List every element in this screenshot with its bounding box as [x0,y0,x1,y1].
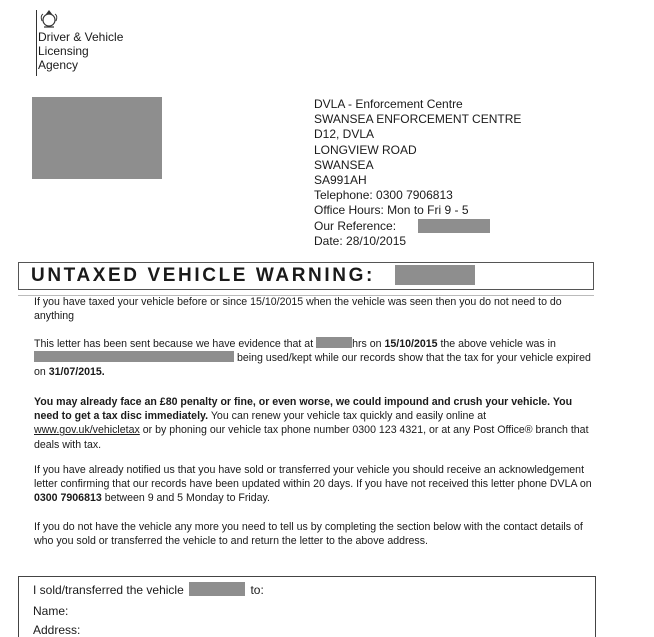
org-name [38,30,123,72]
redacted-location [34,351,234,362]
paragraph-penalty [34,395,594,452]
evidence-text: This letter has been sent because we have evidence that at [34,338,317,350]
paragraph-no-vehicle: If you do not have the vehicle any more you need to tell us by completing the section below with the contact details of who you sold or transferred the vehicle to and return the letter to the above address. [34,521,583,548]
royal-crest-icon [38,8,60,30]
sold-transferred-section [18,576,596,637]
org-line: Licensing [38,44,89,58]
letterhead-rule [36,10,37,76]
paragraph-no-action: If you have taxed your vehicle before or since 15/10/2015 when the vehicle was seen then you do not need to do anything [34,296,562,323]
letter-date: Date: 28/10/2015 [314,233,407,248]
dvla-phone: 0300 7906813 [34,492,102,505]
address-field[interactable]: Address: [33,623,81,637]
redacted-recipient-address [32,97,162,179]
redacted-registration [395,265,475,285]
address-line: SA991AH [314,173,367,188]
address-line: LONGVIEW ROAD [314,142,417,157]
vehicle-tax-link[interactable]: www.gov.uk/vehicletax [34,424,140,437]
notified-text: between 9 and 5 Monday to Friday. [101,492,270,505]
address-line: D12, DVLA [314,127,375,142]
penalty-warning: You may already face an £80 penalty or fine, or even worse, we could impound and crush your vehicle. You need to get a tax disc immediately. [34,396,573,423]
address-line: DVLA - Enforcement Centre [314,97,463,111]
seen-date: 15/10/2015 [384,338,438,350]
redacted-reference [418,219,490,233]
address-line: SWANSEA [314,157,374,172]
org-line: Agency [38,58,79,72]
warning-box [18,262,594,290]
reference-label: Our Reference: [314,218,397,233]
telephone: Telephone: 0300 7906813 [314,188,453,203]
warning-title: UNTAXED VEHICLE WARNING: [31,265,375,286]
address-line: SWANSEA ENFORCEMENT CENTRE [314,112,522,127]
renew-text: You can renew your vehicle tax quickly and easily online at [208,410,487,423]
office-hours: Office Hours: Mon to Fri 9 - 5 [314,203,469,218]
org-line: Driver & Vehicle [38,30,124,44]
sold-line [33,582,264,597]
redacted-time [316,337,352,348]
evidence-text: the above vehicle was in [437,338,556,350]
sold-label: I sold/transferred the vehicle [33,583,184,597]
paragraph-evidence [34,337,594,380]
evidence-text: hrs on [352,338,385,350]
name-field[interactable]: Name: [33,604,69,618]
evidence-text: being used/kept while our records show that the tax for your vehicle expired on [34,352,591,379]
renew-text: or by phoning our vehicle tax phone number 0300 123 4321, or at any Post Office® branch that deals with tax. [34,424,589,451]
to-label: to: [250,583,264,597]
paragraph-notified [34,463,594,506]
redacted-sold-date [189,582,245,596]
expiry-date: 31/07/2015. [48,366,105,379]
notified-text: If you have already notified us that you have sold or transferred your vehicle you should receive an acknowledgement letter confirming that our records have been updated within 20 days. If you have not received this letter phone DVLA on [34,464,592,491]
